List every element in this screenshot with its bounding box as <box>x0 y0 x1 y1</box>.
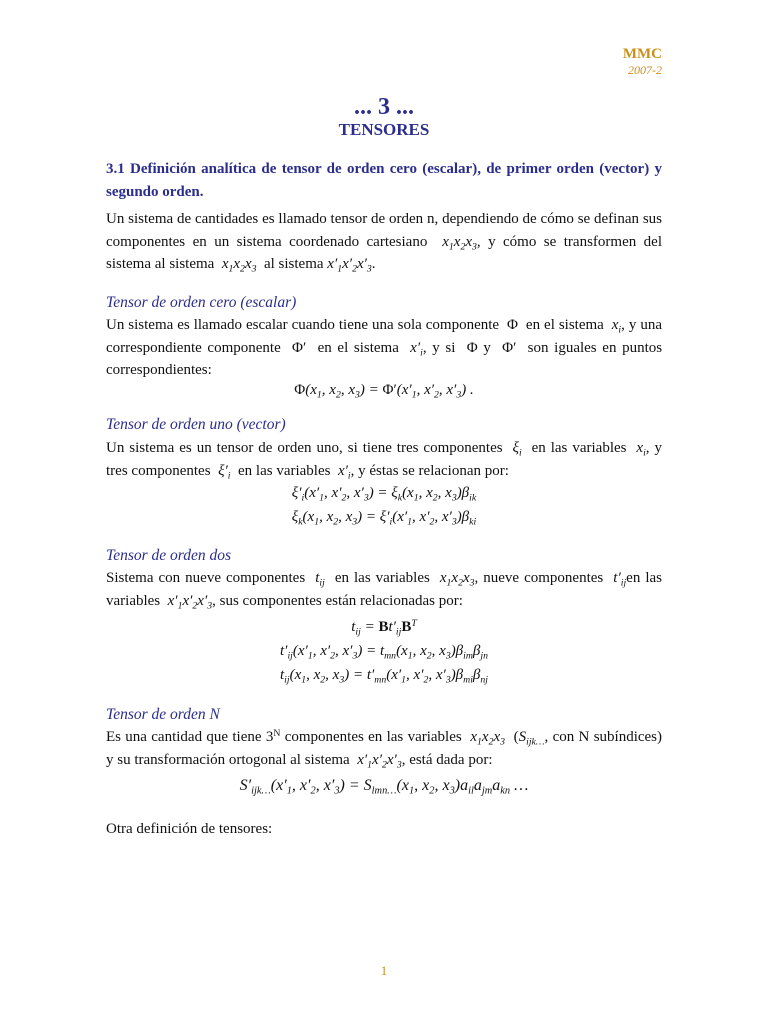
math-x1p-x2p-x3p: $x'_1x'_2x'_3$ <box>163 592 213 611</box>
heading-orden-uno: Tensor de orden uno (vector) <box>106 416 286 433</box>
math-xi-prime: $x'_i$ <box>404 339 423 358</box>
equation-vector-1: $\xi'_i(x'_1$, $x'_2$, $x'_3) = \xi_k(x_1$, $x_2$, $x_3)\beta_{ik}$ <box>291 485 477 504</box>
math-tij-prime: $t'_{ij}$ <box>608 570 627 589</box>
math-x1x2x3: $x_1x_2x_3$ <box>434 570 475 589</box>
orden-n-text-5: , está dada por: <box>401 751 493 768</box>
math-xi: $x_i$ <box>607 317 622 336</box>
equation-tensor-matrix: $t_{ij} = Bt'_{ij}B^T$ <box>351 618 417 638</box>
section-heading: 3.1 Definición analítica de tensor de orden cero (escalar), de primer orden (vector) y segundo orden. <box>106 161 662 200</box>
intro-paragraph: Un sistema de cantidades es llamado tensor de orden n, dependiendo de cómo se definan sus componentes en un sistema coordenado cartesiano $x_1x_2x_3$, y cómo se transformen del sistema al sistema $x_1x_2x_3$ al sistema $x'_1x'_2x'_3$. <box>106 211 663 275</box>
orden-cero-text-7: son iguales en puntos correspondientes: <box>106 339 663 378</box>
intro-text-1: Un sistema de cantidades es llamado tensor de orden n, dependiendo de cómo se definan sus componentes en un sistema coordenado cartesiano <box>106 211 662 250</box>
math-phi-prime: Φ′ <box>286 339 312 356</box>
heading-orden-n: Tensor de orden N <box>106 706 220 723</box>
orden-cero-text-3: , y una correspondiente componente <box>106 317 662 356</box>
orden-n-text-4: , con N subíndices) y su transformación ortogonal al sistema <box>106 729 663 768</box>
orden-uno-paragraph <box>106 437 662 482</box>
orden-dos-text-1: Sistema con nueve componentes <box>106 570 306 586</box>
math-xi-greek: $\xi_i$ <box>507 440 522 459</box>
orden-cero-text-2: en el sistema <box>525 317 604 333</box>
equation-tensor-n: $S'_{ijk\dots}(x'_1$, $x'_2$, $x'_3) = S_{lmn\dots}(x_1$, $x_2$, $x_3)a_{il}a_{jm}a_{kn}$ … <box>239 777 529 797</box>
chapter-number: ... 3 ... <box>354 94 414 120</box>
orden-dos-text-2: en las variables <box>334 570 430 586</box>
closing-text: Otra definición de tensores: <box>106 821 273 837</box>
math-x1x2x3: $x_1x_2x_3$ <box>434 233 477 252</box>
orden-n-superscript: N <box>273 728 281 740</box>
orden-n-text-3: ( <box>513 729 519 745</box>
header-year: 2007-2 <box>628 63 662 77</box>
orden-uno-text-4: en las variables <box>238 462 331 479</box>
page-number: 1 <box>380 963 388 978</box>
orden-n-text-2: componentes en las variables <box>284 729 462 745</box>
equation-tensor-3: $t_{ij}(x_1$, $x_2$, $x_3) = t'_{mn}(x'_1$, $x'_2$, $x'_3)\beta_{mi}\beta_{nj}$ <box>280 667 488 686</box>
math-sijk: $S_{ijk\dots}$ <box>518 729 545 748</box>
math-tij: $t_{ij}$ <box>310 570 325 589</box>
orden-dos-text-3: , nueve componentes <box>474 570 604 586</box>
orden-n-text-1: Es una cantidad que tiene 3 <box>106 729 274 745</box>
orden-cero-paragraph <box>106 314 662 382</box>
orden-uno-text-3: , y tres componentes <box>106 440 663 479</box>
orden-uno-text-5: , y éstas se relacionan por: <box>350 462 509 479</box>
math-x1p-x2p-x3p: $x'_1x'_2x'_3$ <box>327 256 372 275</box>
orden-cero-text-4: en el sistema <box>317 339 399 356</box>
orden-dos-text-5: , sus componentes están relacionadas por: <box>212 592 463 609</box>
math-phi: Φ <box>503 317 522 333</box>
equation-tensor-2: $t'_{ij}(x'_1$, $x'_2$, $x'_3) = t_{mn}(x_1$, $x_2$, $x_3)\beta_{im}\beta_{jn}$ <box>280 643 488 662</box>
intro-text-2: , y cómo se transformen del sistema <box>106 233 663 272</box>
math-x1x2x3: $x_1x_2x_3$ <box>218 256 257 275</box>
math-x1x2x3: $x_1x_2x_3$ <box>466 729 505 748</box>
orden-dos-paragraph: Sistema con nueve componentes $t_{ij}$ en las variables $x_1x_2x_3$, nueve componentes $t'_{ij}en$ las variables $x'_1x'_2x'_3$, sus componentes están relacionadas por: <box>106 570 662 611</box>
math-phi: Φ <box>461 339 484 356</box>
orden-cero-text-5: , y si <box>422 339 456 356</box>
orden-uno-text-2: en las variables <box>531 440 627 456</box>
orden-cero-text-1: Un sistema es llamado escalar cuando tiene una sola componente <box>106 317 500 333</box>
math-phi-prime: Φ′ <box>496 339 523 356</box>
heading-orden-cero: Tensor de orden cero (escalar) <box>106 294 297 311</box>
orden-cero-text-6: y <box>483 339 491 356</box>
heading-orden-dos: Tensor de orden dos <box>106 547 232 564</box>
math-xi-greek-prime: $\xi'_i$ <box>214 462 231 481</box>
orden-n-paragraph <box>106 726 662 771</box>
math-xi-prime: $x'_i$ <box>334 462 351 481</box>
equation-vector-2: $\xi_k(x_1$, $x_2$, $x_3) = \xi'_i(x'_1$, $x'_2$, $x'_3)\beta_{ki}$ <box>291 509 477 528</box>
equation-scalar: $\Phi(x_1$, $x_2$, $x_3) = \Phi'(x'_1$, $x'_2$, $x'_3$) . <box>294 382 474 401</box>
math-x1p-x2p-x3p: $x'_1x'_2x'_3$ <box>353 751 402 770</box>
orden-uno-text-1: Un sistema es un tensor de orden uno, si tiene tres componentes <box>106 440 503 456</box>
chapter-title: TENSORES <box>338 120 430 139</box>
intro-text-3: al sistema <box>154 256 215 272</box>
header-label: MMC <box>622 46 662 62</box>
math-xi: $x_i$ <box>631 440 646 459</box>
